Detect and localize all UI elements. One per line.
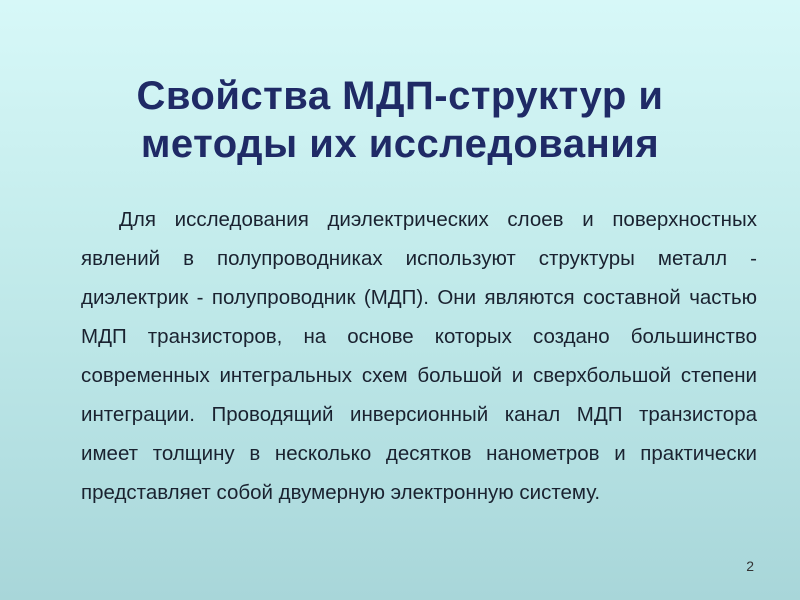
- page-number: 2: [746, 558, 754, 574]
- slide-title-line-1: Свойства МДП-структур и: [136, 74, 664, 118]
- slide-body-paragraph: Для исследования диэлектрических слоев и поверхностных явлений в полупроводниках используют структуры металл - диэлектрик - полупроводник (МДП). Они являются составной частью МДП транзисторов, на основе которых создано большинство современных интегральных схем большой и сверхбольшой степени интеграции. Проводящий инверсионный канал МДП транзистора имеет толщину в несколько десятков нанометров и практически представляет собой двумерную электронную систему.: [81, 208, 757, 504]
- slide-title: [0, 72, 800, 168]
- slide-title-line-2: методы их исследования: [140, 122, 660, 166]
